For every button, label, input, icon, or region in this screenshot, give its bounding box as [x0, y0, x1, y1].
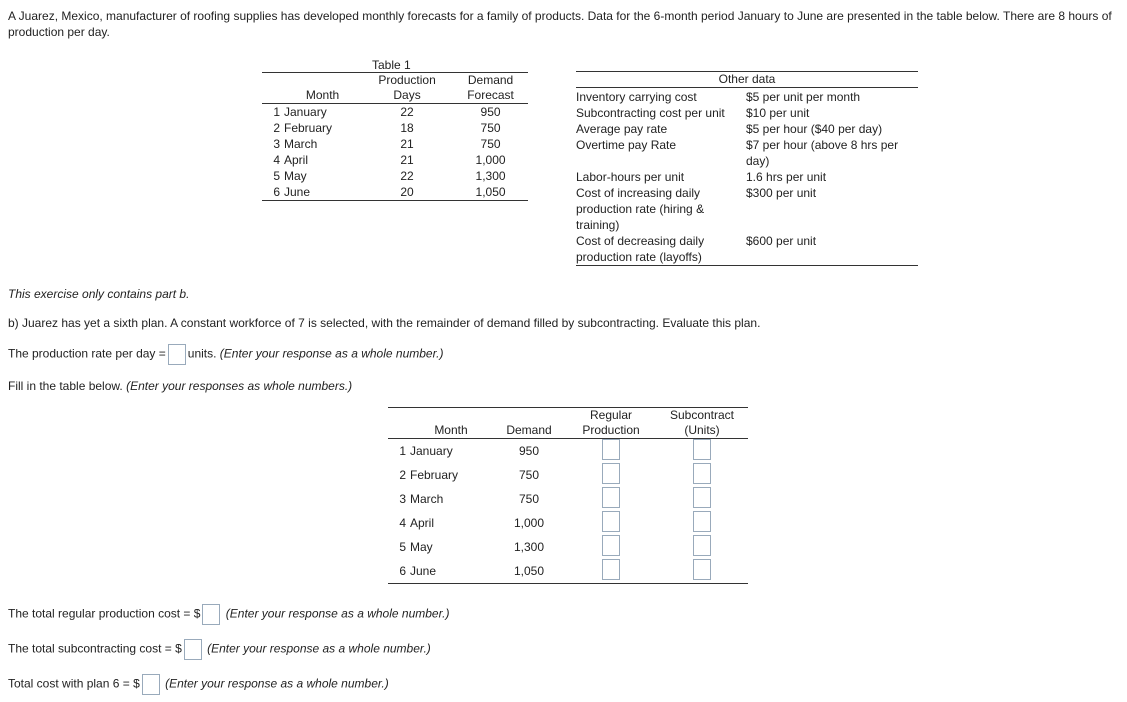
- subcontract-cell: [656, 487, 748, 511]
- table-row: [576, 105, 918, 121]
- forecast-table: [262, 72, 528, 201]
- fill-instruction: [8, 379, 352, 393]
- demand-cell: 1,050: [475, 185, 506, 199]
- subcontract-input[interactable]: [693, 559, 711, 580]
- plan-table: [388, 407, 748, 584]
- table-row: [262, 168, 528, 184]
- table-row: [262, 104, 528, 121]
- table-row: [388, 511, 748, 535]
- row-number: 6: [273, 185, 280, 199]
- cost-value: $300 per unit: [746, 186, 817, 200]
- table-row: [576, 121, 918, 137]
- regular-production-cell: [566, 463, 656, 487]
- table1-title: Table 1: [372, 58, 411, 72]
- row-number: 3: [399, 492, 406, 506]
- row-number: 2: [273, 121, 280, 135]
- row-number: 4: [399, 516, 406, 530]
- regular-production-input[interactable]: [602, 439, 620, 460]
- table-row: [262, 184, 528, 201]
- table-row: [388, 535, 748, 559]
- regular-production-cell: [566, 535, 656, 559]
- demand-cell: 1,000: [475, 153, 506, 167]
- month-cell: January: [410, 444, 453, 458]
- cost-label: Overtime pay Rate: [576, 138, 677, 152]
- regular-production-input[interactable]: [602, 487, 620, 508]
- plan-month-header: Month: [434, 423, 468, 437]
- demand-forecast-header: Demand Forecast: [467, 73, 514, 102]
- subcontract-cell: [656, 439, 748, 464]
- fill-label: Fill in the table below.: [8, 379, 123, 393]
- table-row: [576, 233, 918, 266]
- regular-production-input[interactable]: [602, 535, 620, 556]
- month-cell: May: [410, 540, 433, 554]
- regular-production-cell: [566, 511, 656, 535]
- table-row: [576, 137, 918, 169]
- problem-intro: A Juarez, Mexico, manufacturer of roofing supplies has developed monthly forecasts for a family of products. Data for the 6-month period January to June are presented in the table below. There are 8 hours of production per day.: [8, 9, 1112, 39]
- days-cell: 21: [400, 153, 414, 167]
- days-cell: 22: [400, 105, 414, 119]
- regular-production-header: Regular Production: [582, 408, 640, 437]
- month-cell: March: [284, 137, 318, 151]
- total-plan-input[interactable]: [142, 674, 160, 695]
- cost-label: Average pay rate: [576, 122, 668, 136]
- production-rate-input[interactable]: [168, 344, 186, 365]
- cost-value: $10 per unit: [746, 106, 810, 120]
- row-number: 5: [273, 169, 280, 183]
- rate-hint: (Enter your response as a whole number.): [219, 346, 444, 361]
- subcontract-input[interactable]: [693, 439, 711, 460]
- days-cell: 20: [400, 185, 414, 199]
- subcontract-cell: [656, 559, 748, 584]
- month-cell: April: [410, 516, 435, 530]
- question-text: b) Juarez has yet a sixth plan. A constant workforce of 7 is selected, with the remainder of demand filled by subcontracting. Evaluate this plan.: [8, 316, 761, 330]
- demand-cell: 750: [518, 468, 540, 482]
- table-row: [262, 152, 528, 168]
- total-regular-line: The total regular production cost = $ (Enter your response as a whole number.): [8, 604, 449, 625]
- regular-production-cell: [566, 559, 656, 584]
- production-days-header: Production Days: [378, 73, 436, 102]
- total-subcontract-input[interactable]: [184, 639, 202, 660]
- rate-units: units.: [187, 346, 217, 361]
- cost-value: $5 per unit per month: [746, 90, 861, 104]
- demand-cell: 750: [518, 492, 540, 506]
- table-row: [576, 169, 918, 185]
- regular-production-cell: [566, 487, 656, 511]
- row-number: 1: [399, 444, 406, 458]
- subcontract-input[interactable]: [693, 487, 711, 508]
- month-header: Month: [305, 88, 340, 102]
- table-row: [576, 89, 918, 105]
- table-row: [388, 463, 748, 487]
- subcontract-header: Subcontract (Units): [669, 408, 735, 437]
- demand-cell: 1,300: [513, 540, 545, 554]
- cost-label: Cost of decreasing daily production rate (layoffs): [576, 234, 705, 264]
- cost-value: $600 per unit: [746, 234, 817, 248]
- month-cell: June: [284, 185, 311, 199]
- demand-cell: 750: [480, 121, 501, 135]
- demand-cell: 1,300: [475, 169, 506, 183]
- row-number: 4: [273, 153, 280, 167]
- rate-label: The production rate per day =: [8, 346, 166, 361]
- subcontract-input[interactable]: [693, 535, 711, 556]
- month-cell: February: [284, 121, 333, 135]
- demand-cell: 950: [480, 105, 501, 119]
- month-cell: March: [410, 492, 444, 506]
- demand-cell: 1,000: [513, 516, 545, 530]
- month-cell: February: [410, 468, 459, 482]
- table-row: [388, 559, 748, 584]
- fill-hint: (Enter your responses as whole numbers.): [126, 379, 353, 393]
- cost-label: Subcontracting cost per unit: [576, 106, 725, 120]
- days-cell: 21: [400, 137, 414, 151]
- cost-label: Labor-hours per unit: [576, 170, 685, 184]
- total-subcontract-line: The total subcontracting cost = $ (Enter your response as a whole number.): [8, 639, 431, 660]
- other-data-title: Other data: [576, 71, 918, 88]
- subcontract-cell: [656, 535, 748, 559]
- cost-label: Inventory carrying cost: [576, 90, 697, 104]
- cost-value: 1.6 hrs per unit: [746, 170, 827, 184]
- row-number: 5: [399, 540, 406, 554]
- subcontract-cell: [656, 511, 748, 535]
- plan-demand-header: Demand: [506, 423, 552, 437]
- demand-cell: 750: [480, 137, 501, 151]
- cost-value: $5 per hour ($40 per day): [746, 122, 883, 136]
- month-cell: May: [284, 169, 307, 183]
- regular-production-input[interactable]: [602, 463, 620, 484]
- regular-production-input[interactable]: [602, 511, 620, 532]
- cost-value: $7 per hour (above 8 hrs per day): [746, 138, 899, 168]
- total-regular-input[interactable]: [202, 604, 220, 625]
- subcontract-input[interactable]: [693, 511, 711, 532]
- demand-cell: 950: [518, 444, 540, 458]
- demand-cell: 1,050: [513, 564, 545, 578]
- days-cell: 18: [400, 121, 414, 135]
- other-data-table: [576, 89, 918, 266]
- row-number: 1: [273, 105, 280, 119]
- row-number: 6: [399, 564, 406, 578]
- exercise-note: This exercise only contains part b.: [8, 287, 190, 301]
- table-row: [388, 487, 748, 511]
- row-number: 2: [399, 468, 406, 482]
- table-row: [262, 120, 528, 136]
- rate-line: [8, 344, 443, 365]
- total-plan-line: Total cost with plan 6 = $ (Enter your response as a whole number.): [8, 674, 389, 695]
- subcontract-cell: [656, 463, 748, 487]
- subcontract-input[interactable]: [693, 463, 711, 484]
- regular-production-input[interactable]: [602, 559, 620, 580]
- month-cell: January: [284, 105, 327, 119]
- regular-production-cell: [566, 439, 656, 464]
- month-cell: April: [284, 153, 309, 167]
- table-row: [388, 439, 748, 464]
- table-row: [262, 136, 528, 152]
- days-cell: 22: [400, 169, 414, 183]
- row-number: 3: [273, 137, 280, 151]
- cost-label: Cost of increasing daily production rate (hiring & training): [576, 186, 705, 232]
- month-cell: June: [410, 564, 437, 578]
- table-row: [576, 185, 918, 233]
